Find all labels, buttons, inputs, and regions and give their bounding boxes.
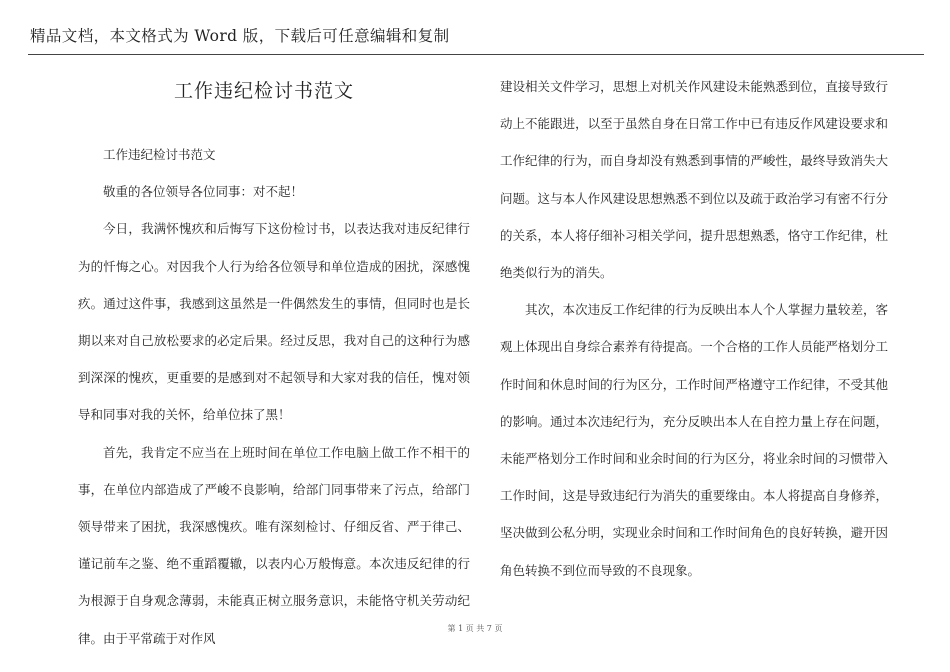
right-column xyxy=(500,68,888,589)
document-title: 工作违纪检讨书范文 xyxy=(173,80,354,102)
paragraph-subtitle: 工作违纪检讨书范文 xyxy=(103,147,216,162)
header-text: 精品文档，本文格式为 Word 版，下载后可任意编辑和复制 xyxy=(30,27,450,45)
page-number: 第 1 页 共 7 页 xyxy=(447,624,503,633)
paragraph-salutation: 敬重的各位领导各位同事：对不起！ xyxy=(103,184,304,200)
paragraph-first-reason: 首先，我肯定不应当在上班时间在单位工作电脑上做工作不相干的事，在单位内部造成了严峻不良影响，给部门同事带来了污点，给部门领导带来了困扰，我深感愧疚。唯有深刻检讨、仔细反省、严于律己、谨记前车之鉴、绝不重蹈覆辙，以表内心万般悔意。本次违反纪律的行为根源于自身观念薄弱，未能真正树立服务意识，未能恪守机关劳动纪律。由于平常疏于对作风 xyxy=(78,444,470,646)
left-column xyxy=(78,60,470,657)
paragraph-intro: 今日，我满怀愧疚和后悔写下这份检讨书，以表达我对违反纪律行为的忏悔之心。对因我个人行为给各位领导和单位造成的困扰，深感愧疚。通过这件事，我感到这虽然是一件偶然发生的事情，但同时也是长期以来对自己放松要求的必定后果。经过反思，我对自己的这种行为感到深深的愧疚，更重要的是感到对不起领导和大家对我的信任，愧对领导和同事对我的关怀，给单位抹了黑！ xyxy=(78,221,470,423)
header-divider xyxy=(28,54,924,55)
paragraph-second-reason: 其次，本次违反工作纪律的行为反映出本人个人掌握力量较差，客观上体现出自身综合素养有待提高。一个合格的工作人员能严格划分工作时间和休息时间的行为区分，工作时间严格遵守工作纪律，不受其他的影响。通过本次违纪行为，充分反映出本人在自控力量上存在问题，未能严格划分工作时间和业余时间的行为区分，将业余时间的习惯带入工作时间，这是导致违纪行为消失的重要缘由。本人将提高自身修养，坚决做到公私分明，实现业余时间和工作时间角色的良好转换，避开因角色转换不到位而导致的不良现象。 xyxy=(500,302,888,578)
paragraph-continuation: 建设相关文件学习，思想上对机关作风建设未能熟悉到位，直接导致行动上不能跟进，以至于虽然自身在日常工作中已有违反作风建设要求和工作纪律的行为，而自身却没有熟悉到事情的严峻性，最终导致消失大问题。这与本人作风建设思想熟悉不到位以及疏于政治学习有密不行分的关系，本人将仔细补习相关学问，提升思想熟悉，恪守工作纪律，杜绝类似行为的消失。 xyxy=(500,79,888,281)
